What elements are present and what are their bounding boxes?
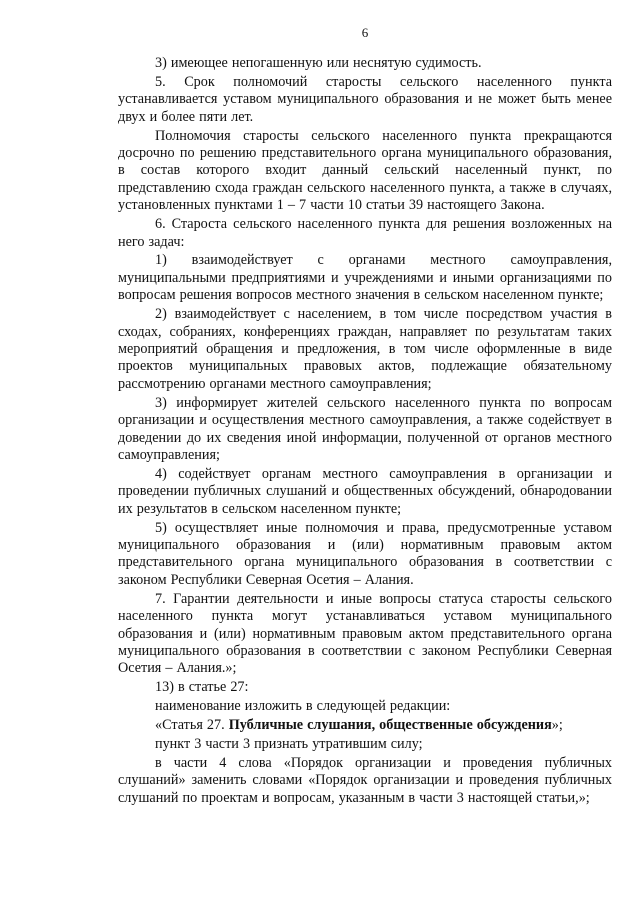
paragraph-part-6-tasks: 6. Староста сельского населенного пункта для решения возложенных на него задач: — [118, 216, 612, 250]
paragraph-title-amendment: наименование изложить в следующей редакции: — [155, 698, 451, 715]
paragraph-early-termination: Полномочия старосты сельского населенного пункта прекращаются досрочно по решению представительного органа муниципального образования, в состав которого входит данный сельский населенный пункт, по представлению схода граждан сельского населенного пункта, а также в случаях, установленных пунктами 1 – 7 части 10 статьи 39 настоящего Закона. — [118, 127, 612, 214]
paragraph-part-7-guarantees: 7. Гарантии деятельности и иные вопросы статуса старосты сельского населенного пункта могут устанавливаться уставом муниципального образования и (или) нормативным правовым актом представительного органа муниципального образования в соответствии с законом Республики Северная Осетия – Алания.»; — [118, 590, 612, 677]
paragraph-task-1: 1) взаимодействует с органами местного самоуправления, муниципальными предприятиями и учреждениями и иными организациями по вопросам решения вопросов местного значения в сельском населенном пункте; — [118, 252, 612, 304]
document-body — [118, 55, 612, 809]
paragraph-task-5: 5) осуществляет иные полномочия и права, предусмотренные уставом муниципального образования и (или) нормативным правовым актом представительного органа муниципального образования в соответствии с законом Республики Северная Осетия – Алания. — [118, 519, 612, 588]
page-number: 6 — [361, 25, 369, 40]
paragraph-part-5-term: 5. Срок полномочий старосты сельского населенного пункта устанавливается уставом муниципального образования и не может быть менее двух и более пяти лет. — [118, 73, 612, 125]
article-title-suffix: »; — [551, 717, 563, 734]
paragraph-part-4-replacement: в части 4 слова «Порядок организации и проведения публичных слушаний» заменить словами «Порядок организации и проведения публичных слушаний по проектам и вопросам, указанным в части 3 настоящей статьи,»; — [118, 754, 612, 806]
paragraph-task-2: 2) взаимодействует с населением, в том числе посредством участия в сходах, собраниях, конференциях граждан, направляет по результатам таких мероприятий обращения и предложения, в том числе оформленные в виде проектов муниципальных правовых актов, подлежащие обязательному рассмотрению органами местного самоуправления; — [118, 306, 612, 392]
paragraph-task-4: 4) содействует органам местного самоуправления в организации и проведении публичных слушаний и общественных обсуждений, обнародовании их результатов в сельском населенном пункте; — [118, 465, 612, 517]
paragraph-point-3-void: пункт 3 части 3 признать утратившим силу; — [155, 735, 423, 752]
paragraph-item-13-article-27: 13) в статье 27: — [155, 679, 249, 696]
paragraph-article-27-title — [118, 717, 612, 734]
paragraph-task-3: 3) информирует жителей сельского населенного пункта по вопросам организации и осуществления местного самоуправления, а также содействует в доведении до их сведения иной информации, полученной от органов местного самоуправления; — [118, 394, 612, 463]
article-title-prefix: «Статья 27. — [155, 717, 229, 734]
article-title-bold: Публичные слушания, общественные обсуждения — [228, 717, 552, 734]
paragraph-item-3-conviction: 3) имеющее непогашенную или неснятую судимость. — [155, 55, 482, 71]
